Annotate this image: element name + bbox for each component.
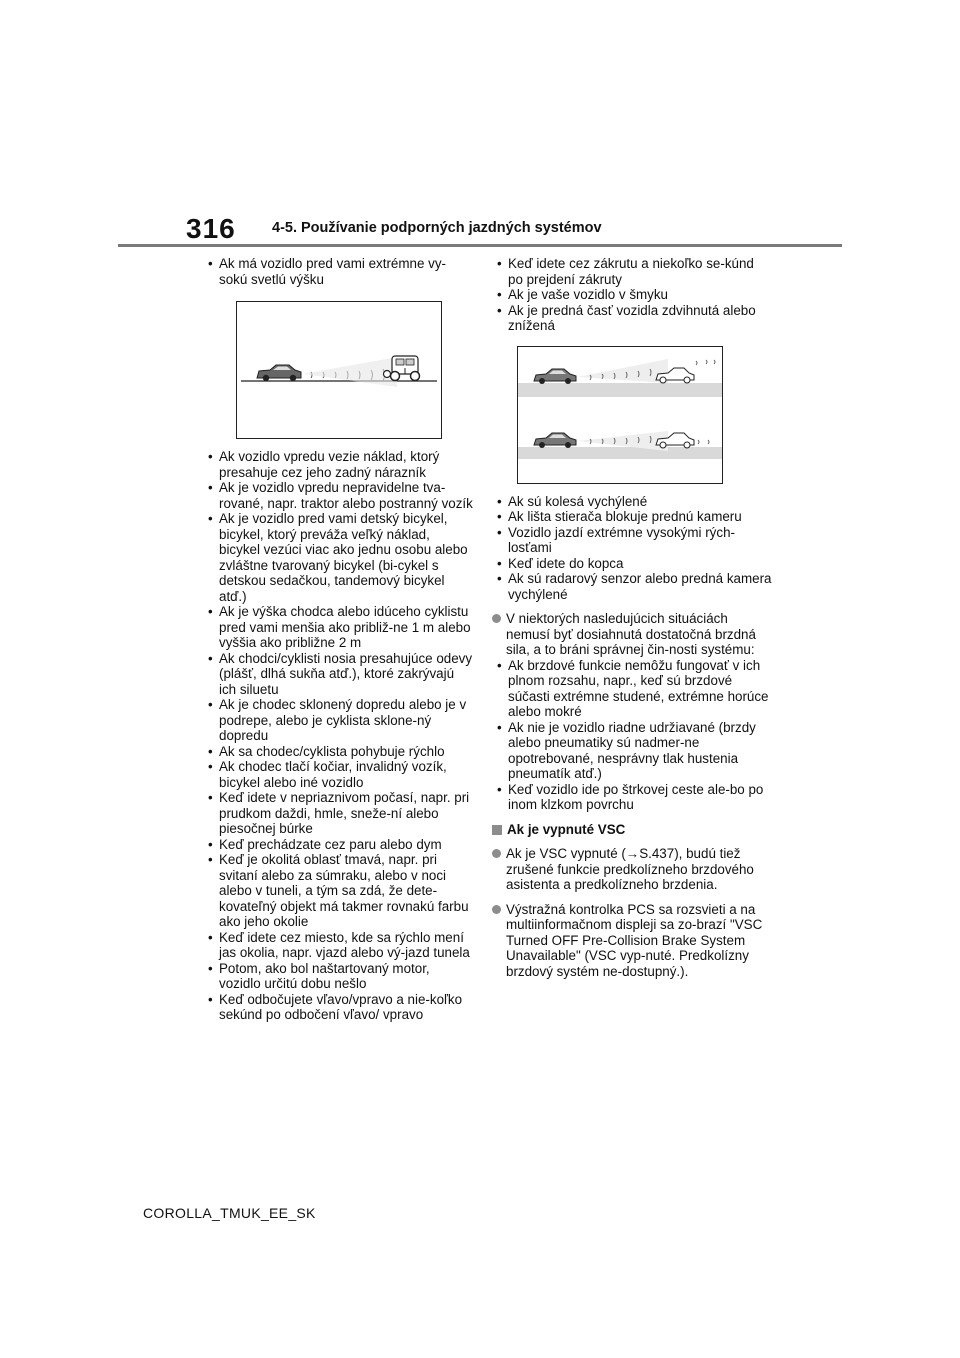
list-item: • Ak sú kolesá vychýlené <box>492 494 772 510</box>
list-item: • Ak má vozidlo pred vami extrémne vy-sokú svetlú výšku <box>203 256 473 287</box>
list-item: • Ak vozidlo vpredu vezie náklad, ktorý presahuje cez jeho zadný nárazník <box>203 449 473 480</box>
radar-waves-icon <box>303 357 397 387</box>
right-list <box>492 494 772 603</box>
figure-tall-vehicle <box>236 301 442 439</box>
list-item: • Ak sú radarový senzor alebo predná kamera vychýlené <box>492 571 772 602</box>
figure-curve-slope <box>517 346 723 484</box>
figure-curve-slope-drawing <box>518 347 722 483</box>
list-item: • Keď prechádzate cez paru alebo dym <box>203 837 473 853</box>
list-item: • Ak je vaše vozidlo v šmyku <box>492 287 772 303</box>
vsc-note-1: Ak je VSC vypnuté (→S.437), budú tiež zrušené funkcie predkolízneho brzdového asistenta a predkolízneho brzdenia. <box>492 846 772 893</box>
brake-note: V niektorých nasledujúcich situáciách nemusí byť dosiahnutá dostatočná brzdná sila, a to bráni správnej čin-nosti systému: <box>492 611 772 658</box>
list-item: • Keď idete v nepriaznivom počasí, napr. pri prudkom daždi, hmle, sneže-ní alebo piesočnej búrke <box>203 790 473 837</box>
list-item: • Keď odbočujete vľavo/vpravo a nie-koľko sekúnd po odbočení vľavo/ vpravo <box>203 992 473 1023</box>
section-title: 4-5. Používanie podporných jazdných systémov <box>272 220 602 236</box>
left-column <box>203 256 473 1023</box>
list-item: • Ak sa chodec/cyklista pohybuje rýchlo <box>203 744 473 760</box>
right-top-list <box>492 256 772 334</box>
brake-list <box>492 658 772 813</box>
car-icon <box>534 433 576 448</box>
list-item: • Ak lišta stierača blokuje prednú kameru <box>492 509 772 525</box>
header-divider <box>118 244 842 247</box>
vsc-heading: Ak je vypnuté VSC <box>492 822 772 838</box>
list-item: • Keď idete do kopca <box>492 556 772 572</box>
list-item: • Ak je chodec sklonený dopredu alebo je v podrepe, alebo je cyklista sklone-ný dopredu <box>203 697 473 744</box>
vsc-note-2: Výstražná kontrolka PCS sa rozsvieti a na multiinformačnom displeji sa zo-brazí "VSC Turned OFF Pre-Collision Brake System Unavailable" (VSC vyp-nuté. Predkolízny brzdový systém ne-dostupný.). <box>492 902 772 980</box>
list-item: • Keď vozidlo ide po štrkovej ceste ale-bo po inom klzkom povrchu <box>492 782 772 813</box>
left-list <box>203 449 473 1023</box>
list-item: • Ak je vozidlo pred vami detský bicykel, bicykel, ktorý preváža veľký náklad, bicykel vezúci viac ako jednu osobu alebo zvláštne tvarovaný bicykel (bi-cykel s detskou sedačkou, tandemový bicykel atď.) <box>203 511 473 604</box>
list-item: • Ak nie je vozidlo riadne udržiavané (brzdy alebo pneumatiky sú nadmer-ne opotrebované, nesprávny tlak hustenia pneumatík atď.) <box>492 720 772 782</box>
left-top-list <box>203 256 473 287</box>
list-item: • Keď je okolitá oblasť tmavá, napr. pri svitaní alebo za súmraku, alebo v noci alebo v tuneli, a tým sa zdá, že dete-kovateľný objekt má takmer rovnakú farbu ako jeho okolie <box>203 852 473 930</box>
page-header <box>0 0 960 250</box>
right-column <box>492 256 772 979</box>
car-icon <box>534 369 576 384</box>
car-icon <box>257 365 301 381</box>
list-item: • Potom, ako bol naštartovaný motor, vozidlo určitú dobu nešlo <box>203 961 473 992</box>
list-item: • Vozidlo jazdí extrémne vysokými rých-losťami <box>492 525 772 556</box>
list-item: • Ak je predná časť vozidla zdvihnutá alebo znížená <box>492 303 772 334</box>
footer-document-code: COROLLA_TMUK_EE_SK <box>143 1205 316 1221</box>
list-item: • Ak brzdové funkcie nemôžu fungovať v ich plnom rozsahu, napr., keď sú brzdové súčasti extrémne studené, extrémne horúce alebo mokré <box>492 658 772 720</box>
list-item: • Ak je vozidlo vpredu nepravidelne tva-rované, napr. traktor alebo postranný vozík <box>203 480 473 511</box>
list-item: • Keď idete cez miesto, kde sa rýchlo mení jas okolia, napr. vjazd alebo vý-jazd tunela <box>203 930 473 961</box>
list-item: • Ak chodci/cyklisti nosia presahujúce odevy (plášť, dlhá sukňa atď.), ktoré zakrývajú ich siluetu <box>203 651 473 698</box>
list-item: • Ak je výška chodca alebo idúceho cyklistu pred vami menšia ako približ-ne 1 m alebo vyššia ako približne 2 m <box>203 604 473 651</box>
list-item: • Keď idete cez zákrutu a niekoľko se-kúnd po prejdení zákruty <box>492 256 772 287</box>
figure-tall-vehicle-drawing <box>237 302 441 438</box>
page-number: 316 <box>186 213 236 244</box>
list-item: • Ak chodec tlačí kočiar, invalidný vozík, bicykel alebo iné vozidlo <box>203 759 473 790</box>
